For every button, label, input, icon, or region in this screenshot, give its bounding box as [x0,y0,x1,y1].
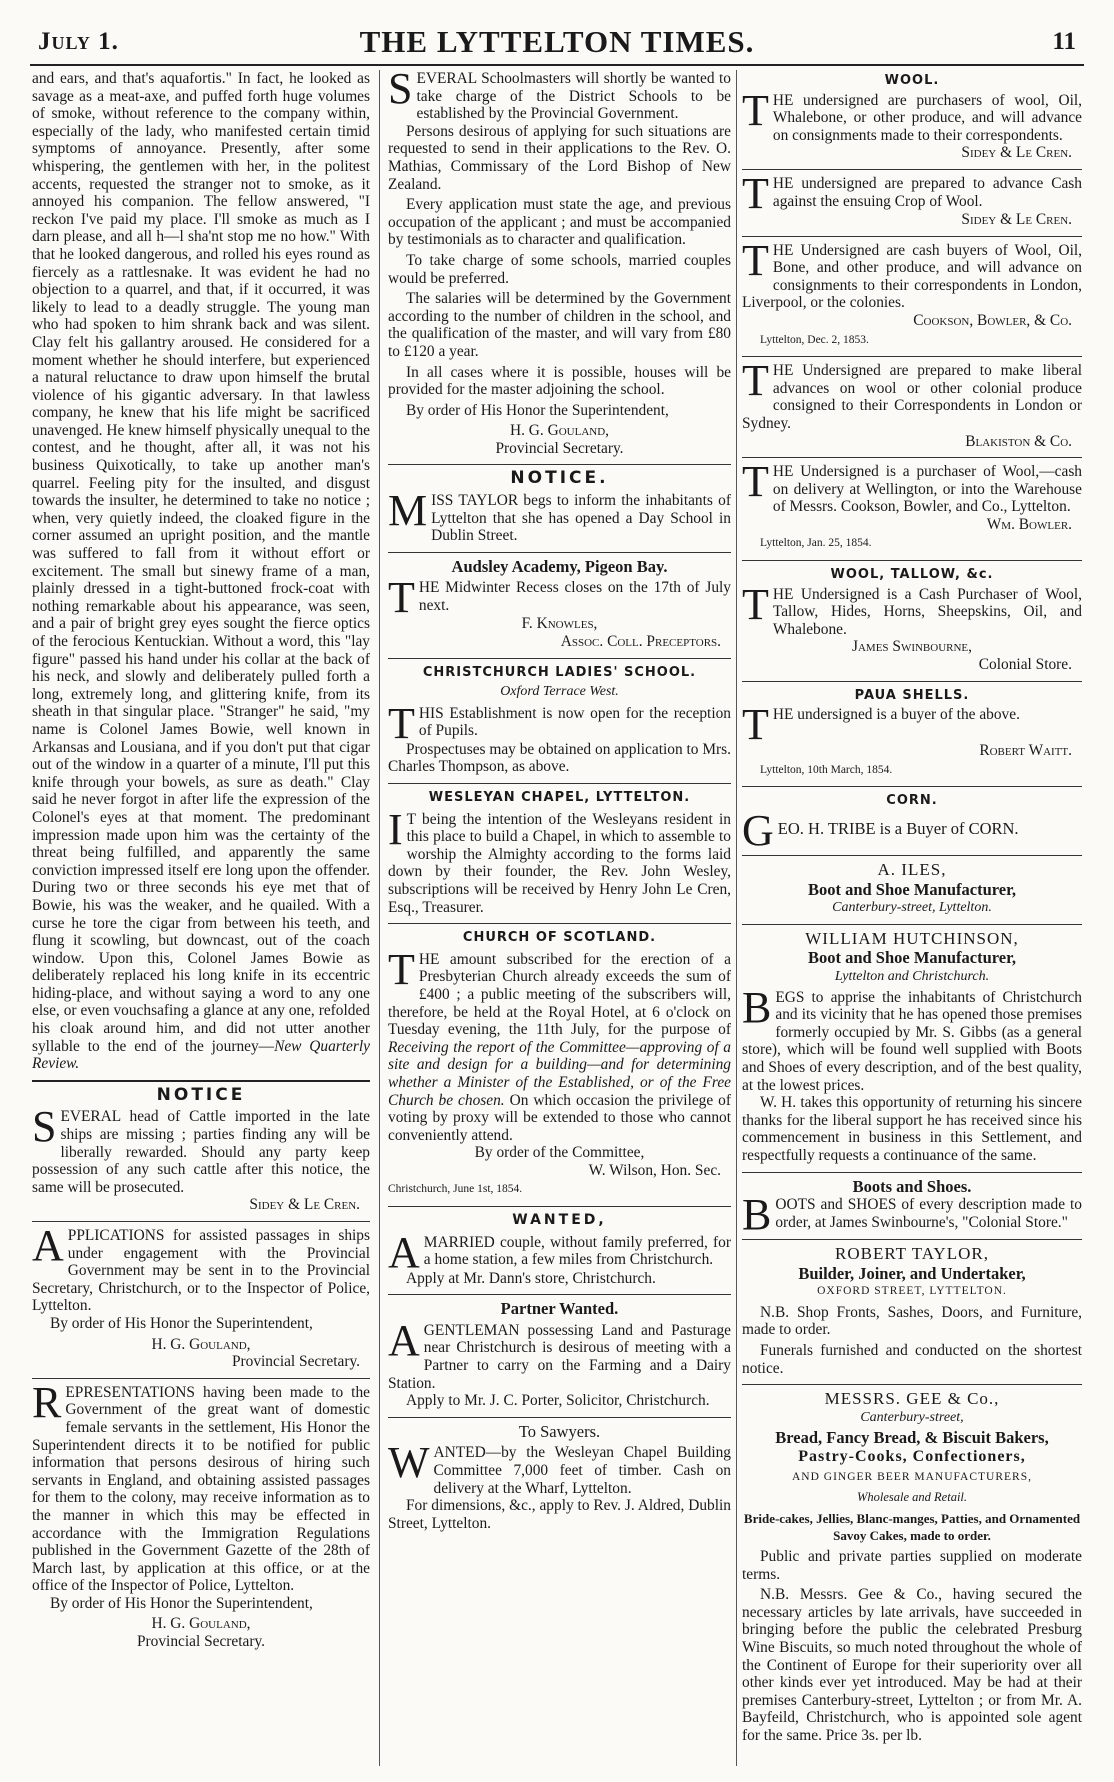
servants-notice [32,1384,370,1595]
drop-cap: S [388,70,413,113]
schools-para: The salaries will be determined by the Government according to the number of children in the school, and the qualification of the master, and will vary from £80 to £120 a year. [388,290,731,360]
partner-notice [388,1322,731,1392]
wool-text: HE undersigned are purchasers of wool, Oil, Whalebone, or other produce, and will advance on consignments made to their correspondents. [772,91,1082,144]
drop-cap: T [388,579,415,616]
divider [32,1378,370,1379]
divider [388,464,731,465]
sawyers-text: ANTED—by the Wesleyan Chapel Building Committee 7,000 feet of timber. Cash on delivery at the Wharf, Lyttelton. [433,1444,731,1497]
divider [742,1239,1082,1240]
drop-cap: G [742,812,774,848]
robert-para: N.B. Shop Fronts, Sashes, Doors, and Furniture, made to order. [742,1303,1082,1339]
wool-text: HE Undersigned is a purchaser of Wool,—cash on delivery at Wellington, or into the Warehouse of Messrs. Cookson, Bowler, and Co., Lyttelton. [772,463,1082,516]
boots-text: OOTS and SHOES of every description made to order, at James Swinbourne's, "Colonial Store." [775,1196,1082,1231]
taylor-heading: NOTICE. [510,468,609,489]
wesleyan-notice [388,811,731,917]
signature-name: F. Knowles, [521,615,598,633]
gee-name: MESSRS. GEE & Co., [824,1389,1000,1409]
ladies-subheading: Oxford Terrace West. [500,684,619,700]
divider [388,658,731,659]
drop-cap: B [742,988,772,1032]
boots-heading: Boots and Shoes. [852,1176,972,1196]
iles-trade: Boot and Shoe Manufacturer, [807,879,1017,899]
taylor-notice [388,492,731,545]
divider [742,1384,1082,1385]
column-2 [388,70,731,1768]
partner-text: GENTLEMAN possessing Land and Pasturage near Christchurch is desirous of meeting with a Partner to carry on the Farming and a Dairy Station. [388,1321,731,1392]
wanted-notice [388,1234,731,1270]
signature: Robert Waitt. [979,742,1072,760]
wanted-heading: WANTED, [512,1212,607,1229]
tallow-heading: WOOL, TALLOW, &c. [830,567,994,583]
dated-line: Lyttelton, Dec. 2, 1853. [760,333,869,346]
notice-heading: NOTICE [156,1084,246,1105]
gee-address: Canterbury-street, [860,1409,964,1425]
column-3 [742,70,1082,1768]
gee-trade: Bread, Fancy Bread, & Biscuit Bakers, [775,1428,1049,1448]
gee-wholesale: Wholesale and Retail. [856,1490,968,1505]
divider [388,552,731,553]
drop-cap: I [388,810,403,854]
divider [742,855,1082,856]
order-line: By order of His Honor the Superintendent, [50,1314,313,1332]
robert-name: ROBERT TAYLOR, [835,1244,989,1264]
divider [742,924,1082,925]
dated-line: Lyttelton, 10th March, 1854. [760,763,893,776]
sawyers-para: For dimensions, &c., apply to Rev. J. Aldred, Dublin Street, Lyttelton. [388,1497,731,1532]
header-rule [30,64,1084,66]
story-source: New Quarterly Review. [32,1037,370,1073]
ladies-text: HIS Establishment is now open for the reception of Pupils. [418,704,731,740]
drop-cap: S [32,1108,57,1152]
drop-cap: R [32,1383,62,1427]
schools-para: Every application must state the age, and previous occupation of the applicant ; and must be accompanied by testimonials as to character and qualification. [388,196,731,249]
audsley-text: HE Midwinter Recess closes on the 17th of July next. [418,579,731,615]
signature: Wm. Bowler. [986,515,1072,533]
signature: W. Wilson, Hon. Sec. [588,1161,721,1179]
paua-notice [742,706,1082,742]
signature: Cookson, Bowler, & Co. [913,311,1072,329]
robert-trade: Builder, Joiner, and Undertaker, [798,1263,1026,1283]
schools-para: In all cases where it is possible, houses will be provided for the master adjoining the school. [388,363,731,399]
passages-notice [32,1227,370,1315]
gee-para: Public and private parties supplied on moderate terms. [742,1548,1082,1583]
divider [32,1221,370,1222]
wool-notice-4 [742,362,1082,432]
sawyers-notice [388,1444,731,1497]
schools-para: To take charge of some schools, married couples would be preferred. [388,251,731,287]
divider [742,1172,1082,1173]
cattle-notice [32,1108,370,1196]
signature-title: Colonial Store. [978,656,1072,674]
signature-title: Assoc. Coll. Preceptors. [560,633,721,651]
dated-line: Lyttelton, Jan. 25, 1854. [760,537,872,550]
partner-heading: Partner Wanted. [500,1299,619,1319]
ladies-heading: CHRISTCHURCH LADIES' SCHOOL. [422,664,697,680]
sawyers-heading: To Sawyers. [518,1421,601,1441]
wanted-text: MARRIED couple, without family preferred, for a home station, a few miles from Christchurch. [423,1233,731,1269]
signature-name: H. G. Gouland, [509,422,610,440]
hutchinson-name: WILLIAM HUTCHINSON, [805,928,1019,948]
servants-text: EPRESENTATIONS having been made to the Government of the great want of domestic female servants in the settlement, His Honor the Superintendent directs it to be notified for public information that persons desirous of hiring such servants in England, and obtaining assisted passages for them to the colony, may receive information as to the manner in which this may be effected in accordance with the Immigration Regulations published in the Government Gazette of the 28th of March last, by application at this office, or at the office of the Inspector of Police, Lyttelton. [32,1383,370,1595]
schools-notice [388,70,731,123]
signature-title: Provincial Secretary. [136,1633,266,1651]
order-line: By order of the Committee, [474,1144,645,1162]
wool-heading: WOOL. [884,73,940,88]
scotland-text: HE amount subscribed for the erection of a Presbyterian Church already exceeds the sum of £400 ; a public meeting of the subscribers will, therefore, be held at the Royal Hotel, at 6 o'clock on Tuesday evening, the 11th July, for the purpose of Receiving the report of the Committee—approving of a site and design for a building—and for determining whether a Minister of the Established, or of the Free Church be chosen. On which occasion the privilege of voting by proxy will be extended to those who cannot conveniently attend. [388,950,731,1144]
dated-line: Christchurch, June 1st, 1854. [388,1183,523,1196]
wanted-para: Apply at Mr. Dann's store, Christchurch. [406,1269,656,1287]
hutchinson-notice [742,989,1082,1095]
divider [742,681,1082,682]
divider [32,1080,370,1082]
divider [388,1294,731,1295]
drop-cap: W [388,1444,430,1488]
masthead [28,22,1086,60]
schools-para: Persons desirous of applying for such situations are requested to send in their applications to the Rev. O. Mathias, Commissary of the Lord Bishop of New Zealand. [388,122,731,193]
schools-para: By order of His Honor the Superintendent, [406,401,669,419]
wool-notice-1 [742,92,1082,145]
hutchinson-para: W. H. takes this opportunity of returning his sincere thanks for the liberal support he has received since his commencement in business in this Settlement, and respectfully requests a continuance of the same. [742,1094,1082,1164]
scotland-notice [388,951,731,1145]
passages-text: PPLICATIONS for assisted passages in ships under engagement with the Provincial Government may be sent in to the Provincial Secretary, Christchurch, or to the Inspector of Police, Lyttelton. [32,1227,370,1315]
drop-cap: A [388,1321,420,1365]
ladies-notice [388,705,731,741]
boots-notice [742,1196,1082,1232]
paua-text: HE undersigned is a buyer of the above. [772,706,1020,724]
drop-cap: T [388,950,415,994]
order-line: By order of His Honor the Superintendent, [50,1594,313,1612]
drop-cap: T [742,362,769,406]
divider [742,356,1082,357]
signature: Sidey & Le Cren. [961,210,1072,228]
corn-text: EO. H. TRIBE is a Buyer of CORN. [777,819,1019,838]
signature-name: James Swinbourne, [851,638,973,656]
wesleyan-text: T being the intention of the Wesleyans resident in this place to build a Chapel, in which to assemble to worship the Almighty according to the forms laid down by their founder, the Rev. John Wesley, subscriptions will be received by Henry John Le Cren, Esq., Treasurer. [388,810,731,916]
gee-cakes: Bride-cakes, Jellies, Blanc-manges, Patties, and Ornamented Savoy Cakes, made to order. [743,1510,1081,1544]
tallow-text: HE Undersigned is a Cash Purchaser of Wool, Tallow, Hides, Horns, Sheepskins, Oil, and Whalebone. [772,585,1082,638]
column-1 [32,70,370,1768]
hutchinson-text: EGS to apprise the inhabitants of Christchurch and its vicinity that he has opened those premises formerly occupied by Mr. S. Gibbs (as a general store), which will be found well supplied with Boots and Shoes of every description, and of the best quality, at the lowest prices. [742,988,1082,1094]
scotland-heading: CHURCH OF SCOTLAND. [462,930,657,946]
wool-notice-3 [742,242,1082,312]
drop-cap: A [388,1233,420,1270]
divider [388,923,731,924]
wool-text: HE undersigned are prepared to advance Cash against the ensuing Crop of Wool. [772,174,1082,210]
drop-cap: T [742,463,769,507]
partner-para: Apply to Mr. J. C. Porter, Solicitor, Christchurch. [406,1392,710,1410]
gee-ginger: AND GINGER BEER MANUFACTURERS, [792,1470,1032,1483]
corn-heading: CORN. [886,793,938,809]
gee-pastry: Pastry-Cooks, Confectioners, [798,1448,1026,1466]
taylor-text: ISS TAYLOR begs to inform the inhabitants of Lyttelton that she has opened a Day School in Dublin Street. [431,492,731,545]
page-number: 11 [1052,28,1076,55]
corn-notice [742,812,1082,848]
drop-cap: T [742,91,769,135]
signature-title: Provincial Secretary. [231,1353,360,1371]
signature: Sidey & Le Cren. [249,1196,360,1214]
drop-cap: T [388,704,415,741]
drop-cap: A [32,1227,64,1270]
hutchinson-address: Lyttelton and Christchurch. [834,968,990,984]
column-divider [379,70,380,1766]
divider [388,1417,731,1418]
signature: Sidey & Le Cren. [961,144,1072,162]
issue-date: July 1. [38,28,119,55]
gee-para: N.B. Messrs. Gee & Co., having secured the necessary articles by late arrivals, have succeeded in bringing before the public the celebrated Presburg Wine Biscuits, so much noted throughout the whole of the Continent of Europe for their superiority over all other kinds ever yet introduced. May be had at their premises Canterbury-street, Lyttelton ; or from Mr. A. Bayfeild, Christchurch, who is appointed sole agent for the same. Price 3s. per lb. [742,1586,1082,1744]
audsley-notice [388,579,731,615]
divider [388,1206,731,1207]
iles-name: A. ILES, [877,860,947,879]
newspaper-title: THE LYTTELTON TIMES. [359,24,755,59]
robert-para: Funerals furnished and conducted on the shortest notice. [742,1342,1082,1377]
drop-cap: T [742,174,769,211]
schools-text: EVERAL Schoolmasters will shortly be wanted to take charge of the District Schools to be established by the Provincial Government. [416,70,731,123]
wool-text: HE Undersigned are cash buyers of Wool, Oil, Bone, and other produce, and will advance on consignments to their correspondents in London, Liverpool, or the colonies. [742,241,1082,312]
drop-cap: T [742,241,769,285]
robert-address: OXFORD STREET, LYTTELTON. [817,1285,1007,1298]
divider [742,560,1082,561]
wool-notice-2 [742,175,1082,211]
divider [742,236,1082,237]
drop-cap: T [742,585,769,629]
column-divider [736,70,737,1766]
drop-cap: T [742,706,769,743]
divider [742,457,1082,458]
iles-address: Canterbury-street, Lyttelton. [832,900,992,916]
divider [742,169,1082,170]
signature-name: H. G. Gouland, [151,1335,251,1353]
signature: Blakiston & Co. [965,432,1072,450]
story-text: and ears, and that's aquafortis." In fact, he looked as savage as a meat-axe, and puffed forth huge volumes of smoke, without reference to the company within, especially of the lady, who manifested certain timid symptoms of annoyance. Presently, after some whispering, the gentlemen with her, in the politest accents, requested the stranger not to smoke, as it annoyed his companion. The fellow answered, "I reckon I've paid my place. I'll smoke as much as I darn please, and all h—l sha'nt stop me no how." With that he looked dangerous, and rolled his eyes round as fiercely as a rattlesnake. It was evident he had no objection to a quarrel, and that, if it occurred, it was likely to lead to a deadly struggle. The young man who had spoken to him shrank back and was silent. Clay felt his gallantry aroused. He considered for a moment whether he should interfere, but experienced a natural reluctance to draw upon himself the brutal violence of his gigantic adversary. In that lawless company, he knew that his life might be sacrificed unavenged. He knew himself physically unequal to the contest, and he thought, after all, it was not his business Quixotically, to take up another man's quarrel. Feeling pity for the insulted, and disgust towards the insulter, he determined to take no notice ; when, very quietly indeed, the cloaked figure in the corner assumed an upright position, and the mantle was suffered to fall from it without effort or excitement. The small but sinewy frame of a man, plainly dressed in a tight-buttoned frock-coat with nothing remarkable about his appearance, was seen, and a pair of bright grey eyes sought the fierce optics of the ferocious Kentuckian. Without a word, this "lay figure" passed his hand under his collar at the back of his neck, and slowly and deliberately pulled forth a long, extremely long, and glittering knife, from its sheath in that singular place. "Stranger" he said, "my name is Colonel James Bowie, well known in Arkansas and Lousiana, and if you don't put that cigar out of the window in a quarter of a minute, I'll put this knife through your bowels, as sure as death." Clay said he never forgot in after life the expression of the Colonel's eyes at that moment. The predominant impression made upon him was the certainty of the threat being fulfilled, and apparently the same conviction impressed itself ere long upon the offender. During two or three seconds his eye met that of Bowie, his was the weaker, and he quailed. With a curse he tore the cigar from between his teeth, and flung it scowling, but downcast, out of the coach window. Upon this, Colonel James Bowie as deliberately replaced his long knife in its eccentric hiding-place, and without saying a word to any one else, or even vouchsafing a glance at any one, refolded his cloak around him, and did not utter another syllable to the end of the journey—New Quarterly Review. [32,70,370,1073]
drop-cap: M [388,492,428,536]
signature-title: Provincial Secretary. [495,439,624,457]
divider [742,786,1082,787]
divider [388,783,731,784]
tallow-notice [742,586,1082,639]
wool-notice-5 [742,463,1082,516]
ladies-para: Prospectuses may be obtained on application to Mrs. Charles Thompson, as above. [388,740,731,776]
audsley-heading: Audsley Academy, Pigeon Bay. [451,556,668,576]
cattle-text: EVERAL head of Cattle imported in the late ships are missing ; parties finding any will be liberally rewarded. Should any party keep possession of any such cattle after this notice, the same will be prosecuted. [32,1108,370,1196]
paua-heading: PAUA SHELLS. [854,687,970,703]
hutchinson-trade: Boot and Shoe Manufacturer, [807,948,1017,968]
drop-cap: B [742,1196,772,1233]
wool-text: HE Undersigned are prepared to make liberal advances on wool or other colonial produce consigned to their Correspondents in London or Sydney. [742,362,1082,432]
signature-name: H. G. Gouland, [151,1615,251,1633]
wesleyan-heading: WESLEYAN CHAPEL, LYTTELTON. [428,790,691,805]
